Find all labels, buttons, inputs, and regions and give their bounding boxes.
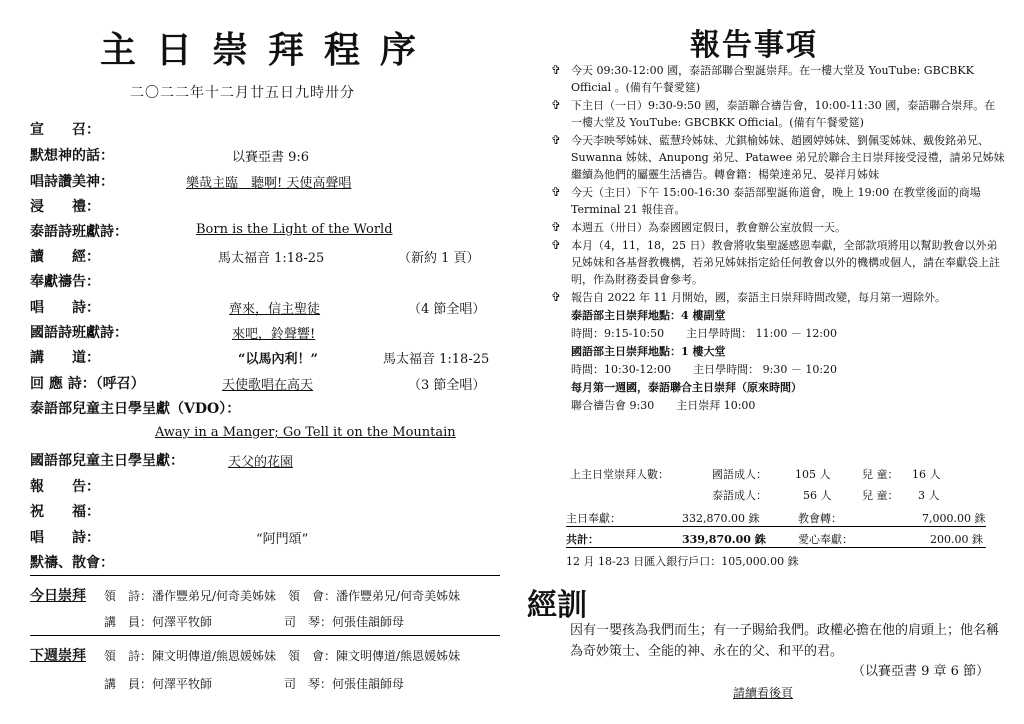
order-note: 馬太福音 1:18-25 <box>383 352 490 367</box>
order-text: “阿門頌” <box>256 532 309 547</box>
order-text: 樂哉主臨 聽啊! 天使高聲唱 <box>186 176 352 191</box>
order-text: 齊來，信主聖徒 <box>229 302 321 317</box>
stat-label: 教會轉： <box>798 512 842 525</box>
announcement-list <box>545 62 1005 415</box>
order-note: （新約 1 頁） <box>398 251 480 266</box>
order-note: （3 節全唱） <box>408 378 486 393</box>
announcement-item: ✞ 本月（4，11，18，25 日）教會將收集聖誕感恩奉獻，全部款項將用以幫助教會以外弟兄姊妹和各基督教機構，若弟兄姊妹指定給任何教會以外的機構或個人，請在奉獻袋上註明，作為財務委員會參考。 <box>551 238 1000 286</box>
announcement-item: ✞ 報告自 2022 年 11 月開始，國，泰語主日崇拜時間改變，每月第一週除外。 <box>551 290 946 304</box>
order-label: 祝 福： <box>30 504 100 520</box>
order-text: 天使歌唱在高天 <box>222 378 314 393</box>
order-label: 泰語詩班獻詩： <box>30 224 128 240</box>
stat-value: 332,870.00 銖 <box>682 512 760 525</box>
stat-label: 泰語成人： <box>712 489 767 502</box>
order-label: 國語部兒童主日學呈獻： <box>30 453 184 469</box>
order-text: 以賽亞書 9:6 <box>232 150 310 165</box>
order-text: Born is the Light of the World <box>196 222 393 237</box>
cross-icon: ✞ <box>551 133 562 147</box>
rota-row: 講 員：何澤平牧師 司 琴：何張佳韻師母 <box>104 615 405 629</box>
order-label: 報 告： <box>30 479 100 495</box>
order-label: 泰語部兒童主日學呈獻（VDO）： <box>30 401 241 417</box>
schedule-row: 聯合禱告會 9:30 主日崇拜 10:00 <box>571 399 756 412</box>
sermon-title: “以馬內利！” <box>238 352 318 367</box>
stat-label: 愛心奉獻： <box>798 533 853 546</box>
order-label: 唱 詩： <box>30 300 100 316</box>
order-label: 講 道： <box>30 350 100 366</box>
divider <box>566 526 986 527</box>
stat-label: 兒 童： <box>862 489 899 502</box>
order-label: 宣 召： <box>30 122 100 138</box>
order-note: （4 節全唱） <box>408 302 486 317</box>
order-label: 默禱、散會： <box>30 555 114 571</box>
stat-value: 16 人 <box>912 468 941 481</box>
order-label: 回 應 詩：（呼召） <box>30 376 145 392</box>
cross-icon: ✞ <box>551 98 562 112</box>
stat-label: 共計： <box>566 533 599 546</box>
today-label: 今日崇拜 <box>30 588 86 604</box>
service-date: 二〇二二年十二月廿五日九時卅分 <box>130 85 355 101</box>
page-title: 主日崇拜程序 <box>100 29 437 71</box>
stat-value: 3 人 <box>918 489 940 502</box>
rota-row: 領 詩：陳文明傳道/熊恩媛姊妹 領 會：陳文明傳道/熊恩媛姊妹 <box>104 649 461 663</box>
divider <box>30 635 500 636</box>
verse-heading: 經訓 <box>527 588 587 623</box>
order-label: 唱 詩： <box>30 530 100 546</box>
divider <box>566 547 986 548</box>
rota-row: 領 詩：潘作豐弟兄/何奇美姊妹 領 會：潘作豐弟兄/何奇美姊妹 <box>104 589 461 603</box>
stat-value: 200.00 銖 <box>930 533 983 546</box>
stat-value: 105 人 <box>795 468 831 481</box>
attendance-label: 上主日堂崇拜人數： <box>570 468 669 481</box>
order-label: 國語詩班獻詩： <box>30 325 128 341</box>
news-title: 報告事項 <box>690 28 818 63</box>
cross-icon: ✞ <box>551 238 562 252</box>
order-label: 唱詩讚美神： <box>30 174 114 190</box>
schedule-heading: 每月第一週國，泰語聯合主日崇拜（原來時間） <box>571 381 802 394</box>
cross-icon: ✞ <box>551 290 562 304</box>
cross-icon: ✞ <box>551 63 562 77</box>
announcement-item: ✞ 今天李映琴姊妹、藍慧玲姊妹、尤錤榆姊妹、趙國婷姊妹、劉佩雯姊妹、戴俊銘弟兄、Suwanna 姊妹、Anupong 弟兄、Patawee 弟兄於聯合主日崇拜接受浸禮，請弟兄姊妹繼續為他們的屬靈生活禱告。轉會籍：楊榮達弟兄、晏祥月姊妹 <box>551 133 1005 181</box>
cross-icon: ✞ <box>551 185 562 199</box>
order-text: 天父的花園 <box>228 455 294 470</box>
cross-icon: ✞ <box>551 220 562 234</box>
order-text: 來吧，鈴聲響! <box>232 327 316 342</box>
order-label: 讀 經： <box>30 249 100 265</box>
schedule-row: 時間：10:30-12:00 主日學時間： 9:30 － 10:20 <box>571 363 838 376</box>
schedule-heading: 國語部主日崇拜地點：1 樓大堂 <box>571 345 726 358</box>
continue-link: 請續看後頁 <box>733 686 794 700</box>
schedule-row: 時間：9:15-10:50 主日學時間： 11:00 － 12:00 <box>571 327 838 340</box>
stat-value: 339,870.00 銖 <box>682 533 766 546</box>
announcement-item: ✞ 今天（主日）下午 15:00-16:30 泰語部聖誕佈道會，晚上 19:00 在教堂後面的商場 Terminal 21 報佳音。 <box>551 185 981 216</box>
schedule-heading: 泰語部主日崇拜地點：4 樓副堂 <box>571 309 726 322</box>
announcement-item: ✞ 下主日（一日）9:30-9:50 國，泰語聯合禱告會，10:00-11:30 國，泰語聯合崇拜。在一樓大堂及 YouTube: GBCBKK Official。(備有午餐愛筵) <box>551 98 996 129</box>
verse-reference: （以賽亞書 9 章 6 節） <box>852 664 990 679</box>
order-label: 奉獻禱告： <box>30 274 100 290</box>
order-text: Away in a Manger; Go Tell it on the Mountain <box>155 425 456 440</box>
order-label: 默想神的話： <box>30 148 114 164</box>
next-label: 下週崇拜 <box>30 648 86 664</box>
divider <box>30 575 500 576</box>
order-label: 浸 禮： <box>30 199 100 215</box>
stat-label: 兒 童： <box>862 468 899 481</box>
bank-note: 12 月 18-23 日匯入銀行戶口：105,000.00 銖 <box>566 555 799 568</box>
verse-text: 因有一嬰孩為我們而生；有一子賜給我們。政權必擔在他的肩頭上；他名稱為奇妙策士、全能的神、永在的父、和平的君。 <box>570 623 1000 659</box>
order-text: 馬太福音 1:18-25 <box>218 251 325 266</box>
rota-row: 講 員：何澤平牧師 司 琴：何張佳韻師母 <box>104 677 405 691</box>
stat-label: 國語成人： <box>712 468 767 481</box>
stat-label: 主日奉獻： <box>566 512 621 525</box>
announcement-item: ✞ 今天 09:30-12:00 國，泰語部聯合聖誕崇拜。在一樓大堂及 YouTube: GBCBKK Official 。(備有午餐愛筵) <box>551 63 974 94</box>
stat-value: 7,000.00 銖 <box>922 512 986 525</box>
stat-value: 56 人 <box>803 489 832 502</box>
announcement-item: ✞ 本週五（卅日）為泰國國定假日，教會辦公室放假一天。 <box>551 220 846 234</box>
